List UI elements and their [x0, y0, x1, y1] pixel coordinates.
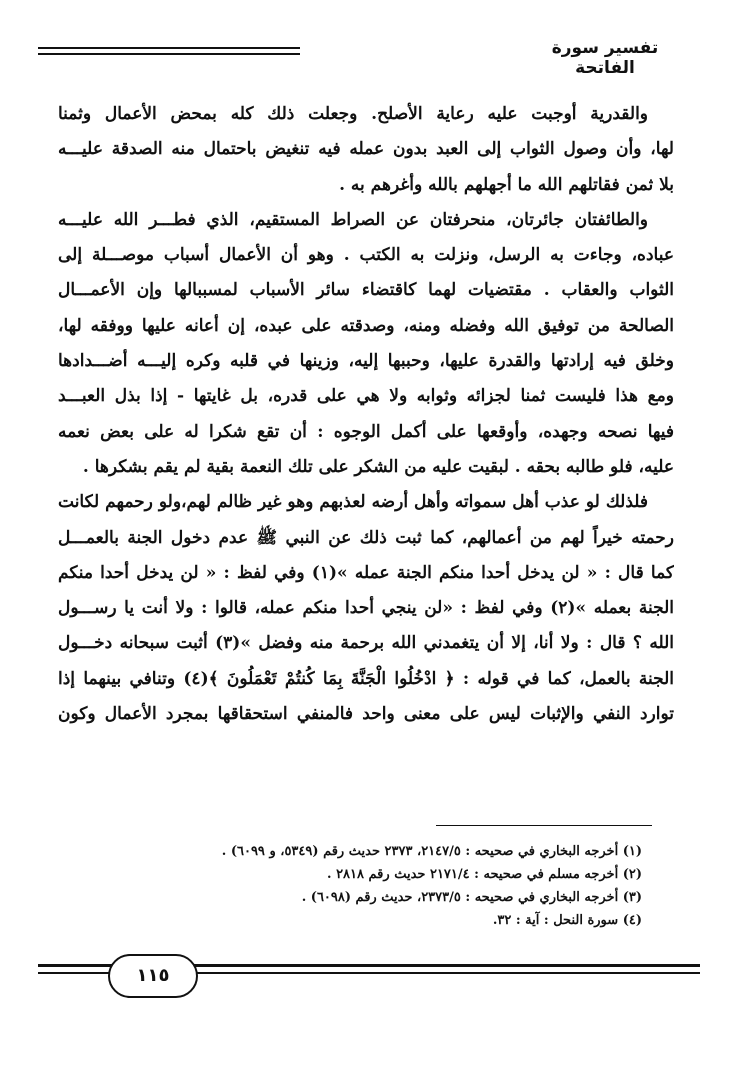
footnotes: [82, 840, 642, 932]
text-line: والطائفتان جائرتان، منحرفتان عن الصراط المستقيم، الذي فطـــر الله عليـــه: [58, 209, 648, 230]
text-line: الثواب والعقاب . مقتضيات لهما كاقتضاء سائر الأسباب لمسببالها وإن الأعمـــال: [58, 280, 674, 301]
text-line: توارد النفي والإثبات ليس على معنى واحد فالمنفي استحقاقها بمجرد الأعمال وكون: [58, 704, 674, 725]
text-line: الجنة بعمله »(٢) وفي لفظ : «لن ينجي أحدا منكم عمله، قالوا : ولا أنت يا رســـول: [58, 598, 674, 619]
text-line: الصالحة من توفيق الله وفضله ومنه، وصدقته على عبده، إن أعانه عليها ووفقه لها،: [58, 315, 674, 336]
text-line: عباده، وجاءت به الرسل، ونزلت به الكتب . وهو أن الأعمال أسباب موصـــلة إلى: [58, 245, 674, 266]
text-line: الجنة بالعمل، كما في قوله : ﴿ ادْخُلُوا الْجَنَّةَ بِمَا كُنتُمْ تَعْمَلُونَ ﴾(٤) وتنافي بينهما إذا: [58, 668, 674, 689]
text-line: كما قال : « لن يدخل أحدا منكم الجنة عمله »(١) وفي لفظ : « لن يدخل أحدا منكم: [58, 562, 674, 583]
page-number: ١١٥: [108, 954, 198, 998]
text-line: بلا ثمن فقاتلهم الله ما أجهلهم بالله وأغرهم به .: [339, 174, 674, 195]
text-line: ومع هذا فليست ثمنا لجزائه وثوابه ولا هي على قدره، بل غايتها - إذا بذل العبـــد: [58, 386, 674, 407]
page-header: [38, 34, 700, 78]
text-line: فلذلك لو عذب أهل سمواته وأهل أرضه لعذبهم وهو غير ظالم لهم،ولو رحمهم لكانت: [58, 492, 648, 513]
text-line: لها، وأن وصول الثواب إلى العبد بدون عمله فيه تنغيض باحتمال منه الصدقة عليـــه: [58, 139, 674, 160]
text-line: عليه، فلو طالبه بحقه . لبقيت عليه من الشكر على تلك النعمة بقية لم يقم بشكرها .: [82, 456, 674, 477]
text-line: الله ؟ قال : ولا أنا، إلا أن يتغمدني الله برحمة منه وفضل »(٣) أثبت سبحانه دخـــول: [58, 633, 674, 654]
footnote-1: (١) أخرجه البخاري في صحيحه : ٢١٤٧/٥، ٢٣٧٣ حديث رقم (٥٣٤٩، و ٦٠٩٩) .: [221, 844, 642, 859]
footnote-separator: [436, 825, 652, 826]
header-title: تفسير سورة الفاتحة: [551, 38, 659, 78]
footnote-2: (٢) أخرجه مسلم في صحيحه : ٢١٧١/٤ حديث رقم ٢٨١٨ .: [327, 867, 642, 882]
text-line: وخلق فيه إرادتها والقدرة عليها، وحببها إليه، وزينها في قلبه وكره إليـــه أضـــدادها: [58, 351, 674, 372]
header-rule-edge-top: [38, 47, 98, 49]
text-line: فيها نصحه وجهده، وأوقعها على أكمل الوجوه : أن تقع شكرا له على بعض نعمه: [58, 421, 674, 442]
footnote-4: (٤) سورة النحل : آية : ٣٢.: [492, 913, 642, 928]
header-rule-edge-bottom: [38, 53, 98, 55]
page-footer: [38, 946, 700, 1016]
text-line: رحمته خيراً لهم من أعمالهم، كما ثبت ذلك عن النبي ﷺ عدم دخول الجنة بالعمـــل: [58, 527, 674, 548]
footnote-3: (٣) أخرجه البخاري في صحيحه : ٢٣٧٣/٥، حديث رقم (٦٠٩٨) .: [301, 890, 642, 905]
text-line: والقدرية أوجبت عليه رعاية الأصلح. وجعلت ذلك كله بمحض الأعمال وثمنا: [58, 104, 648, 124]
main-text: [58, 97, 674, 732]
